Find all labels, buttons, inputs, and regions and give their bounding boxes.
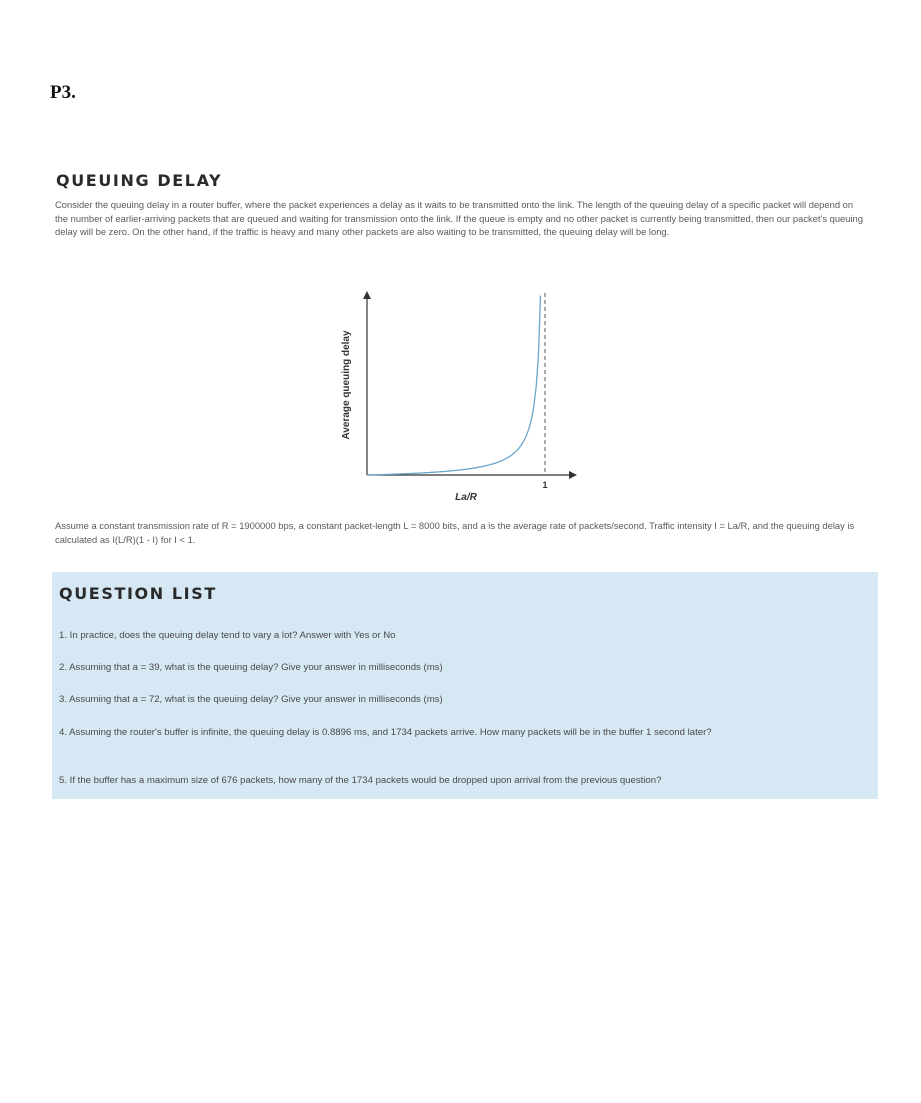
intro-paragraph: Consider the queuing delay in a router buffer, where the packet experiences a delay as it waits to be transmitted onto the link. The length of the queuing delay of a specific packet will depend on the number of earlier-arriving packets that are queued and waiting for transmission onto the link. If the queue is empty and no other packet is currently being transmitted, then our packet's queuing delay will be zero. On the other hand, if the traffic is heavy and many other packets are also waiting to be transmitted, the queuing delay will be long. (55, 199, 863, 237)
question-list-heading: QUESTION LIST (59, 584, 217, 603)
question-list-panel (52, 572, 878, 799)
question-item-5: 5. If the buffer has a maximum size of 676 packets, how many of the 1734 packets would be dropped upon arrival from the previous question? (59, 775, 662, 786)
x-axis-label: La/R (455, 492, 477, 503)
assumption-paragraph: Assume a constant transmission rate of R = 1900000 bps, a constant packet-length L = 8000 bits, and a is the average rate of packets/second. Traffic intensity I = La/R, and the queuing delay is calculated as I(L/R)(1 - I) for I < 1. (55, 520, 855, 545)
question-item-1: 1. In practice, does the queuing delay tend to vary a lot? Answer with Yes or No (59, 630, 396, 641)
delay-curve (367, 296, 541, 475)
queuing-delay-figure (330, 285, 590, 515)
section-heading: QUEUING DELAY (56, 171, 223, 190)
question-item-4: 4. Assuming the router's buffer is infinite, the queuing delay is 0.8896 ms, and 1734 packets arrive. How many packets will be in the buffer 1 second later? (59, 727, 712, 738)
problem-number: P3. (50, 82, 76, 103)
y-axis-label: Average queuing delay (341, 330, 352, 440)
question-item-2: 2. Assuming that a = 39, what is the queuing delay? Give your answer in milliseconds (ms) (59, 662, 443, 673)
question-item-3: 3. Assuming that a = 72, what is the queuing delay? Give your answer in milliseconds (ms) (59, 694, 443, 705)
x-tick-label: 1 (542, 480, 548, 490)
